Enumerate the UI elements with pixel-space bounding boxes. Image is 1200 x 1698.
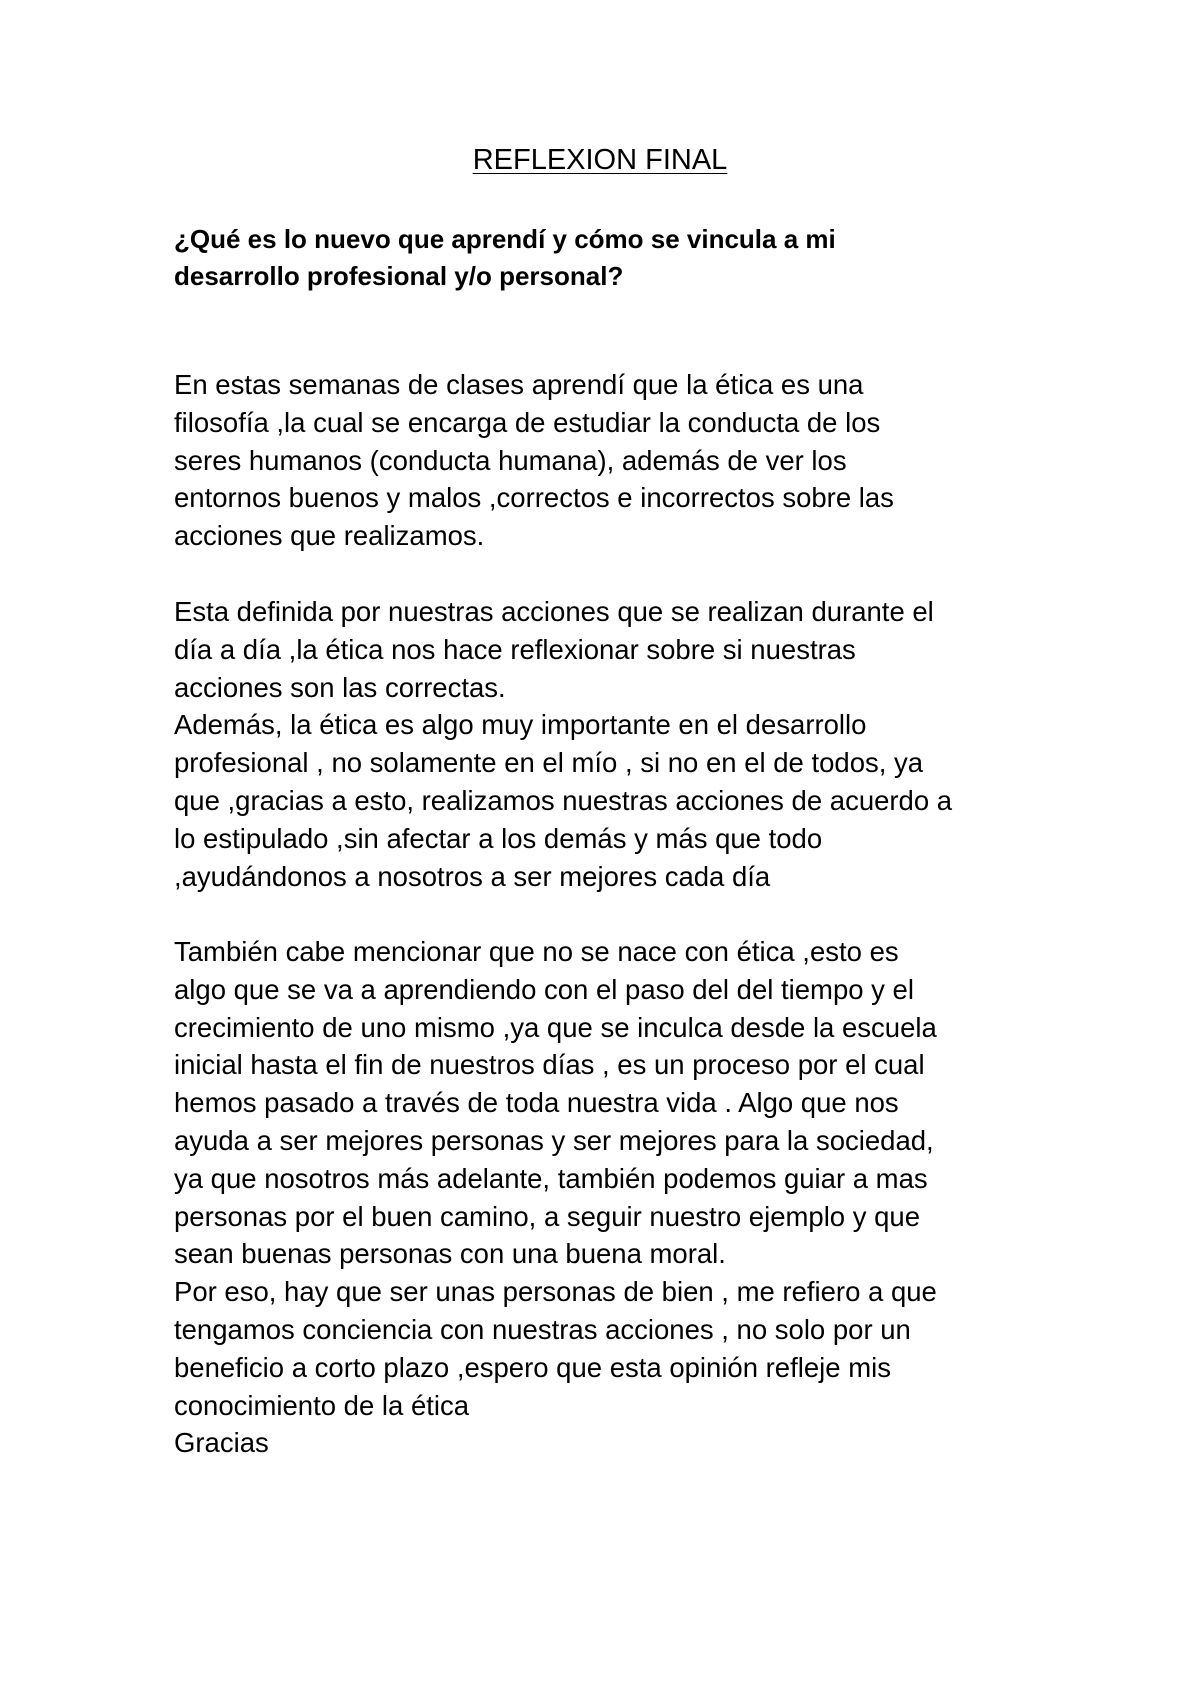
document-title: REFLEXION FINAL xyxy=(472,144,728,176)
paragraph-line: hemos pasado a través de toda nuestra vida . Algo que nos xyxy=(174,1087,899,1119)
paragraph-line: inicial hasta el fin de nuestros días , es un proceso por el cual xyxy=(174,1049,925,1081)
paragraph-line: ayuda a ser mejores personas y ser mejores para la sociedad, xyxy=(174,1124,934,1156)
paragraph-line: ,ayudándonos a nosotros a ser mejores cada día xyxy=(174,860,771,892)
paragraph-line: Por eso, hay que ser unas personas de bien , me refiero a que xyxy=(174,1276,937,1308)
paragraph-line: profesional , no solamente en el mío , si no en el de todos, ya xyxy=(174,747,924,779)
paragraph-line: beneficio a corto plazo ,espero que esta opinión refleje mis xyxy=(174,1351,891,1383)
paragraph-line: filosofía ,la cual se encarga de estudiar la conducta de los xyxy=(174,406,881,438)
paragraph-3 xyxy=(174,933,1054,1462)
paragraph-line: lo estipulado ,sin afectar a los demás y más que todo xyxy=(174,822,823,854)
paragraph-line: entornos buenos y malos ,correctos e incorrectos sobre las xyxy=(174,482,894,514)
question-line: desarrollo profesional y/o personal? xyxy=(174,261,624,291)
paragraph-line: sean buenas personas con una buena moral. xyxy=(174,1238,726,1270)
paragraph-line: algo que se va a aprendiendo con el paso del del tiempo y el xyxy=(174,973,914,1005)
closing-line: Gracias xyxy=(174,1427,269,1459)
paragraph-line: Esta definida por nuestras acciones que se realizan durante el xyxy=(174,596,934,627)
paragraph-1 xyxy=(174,366,1054,555)
paragraph-line: seres humanos (conducta humana), además de ver los xyxy=(174,444,847,476)
paragraph-line: acciones que realizamos. xyxy=(174,520,485,552)
reflection-question xyxy=(174,221,1074,295)
question-line: ¿Qué es lo nuevo que aprendí y cómo se vincula a mi xyxy=(174,224,836,254)
paragraph-line: crecimiento de uno mismo ,ya que se inculca desde la escuela xyxy=(174,1011,937,1043)
paragraph-line: tengamos conciencia con nuestras acciones , no solo por un xyxy=(174,1313,911,1345)
paragraph-line: También cabe mencionar que no se nace con ética ,esto es xyxy=(174,936,899,967)
paragraph-line: personas por el buen camino, a seguir nuestro ejemplo y que xyxy=(174,1200,921,1232)
paragraph-line: Además, la ética es algo muy importante en el desarrollo xyxy=(174,709,867,741)
paragraph-2 xyxy=(174,593,1054,895)
paragraph-line: conocimiento de la ética xyxy=(174,1389,470,1421)
paragraph-line: que ,gracias a esto, realizamos nuestras acciones de acuerdo a xyxy=(174,784,953,816)
paragraph-line: ya que nosotros más adelante, también podemos guiar a mas xyxy=(174,1162,928,1194)
paragraph-line: acciones son las correctas. xyxy=(174,671,506,703)
paragraph-line: día a día ,la ética nos hace reflexionar sobre si nuestras xyxy=(174,633,856,665)
paragraph-line: En estas semanas de clases aprendí que la ética es una xyxy=(174,369,864,400)
